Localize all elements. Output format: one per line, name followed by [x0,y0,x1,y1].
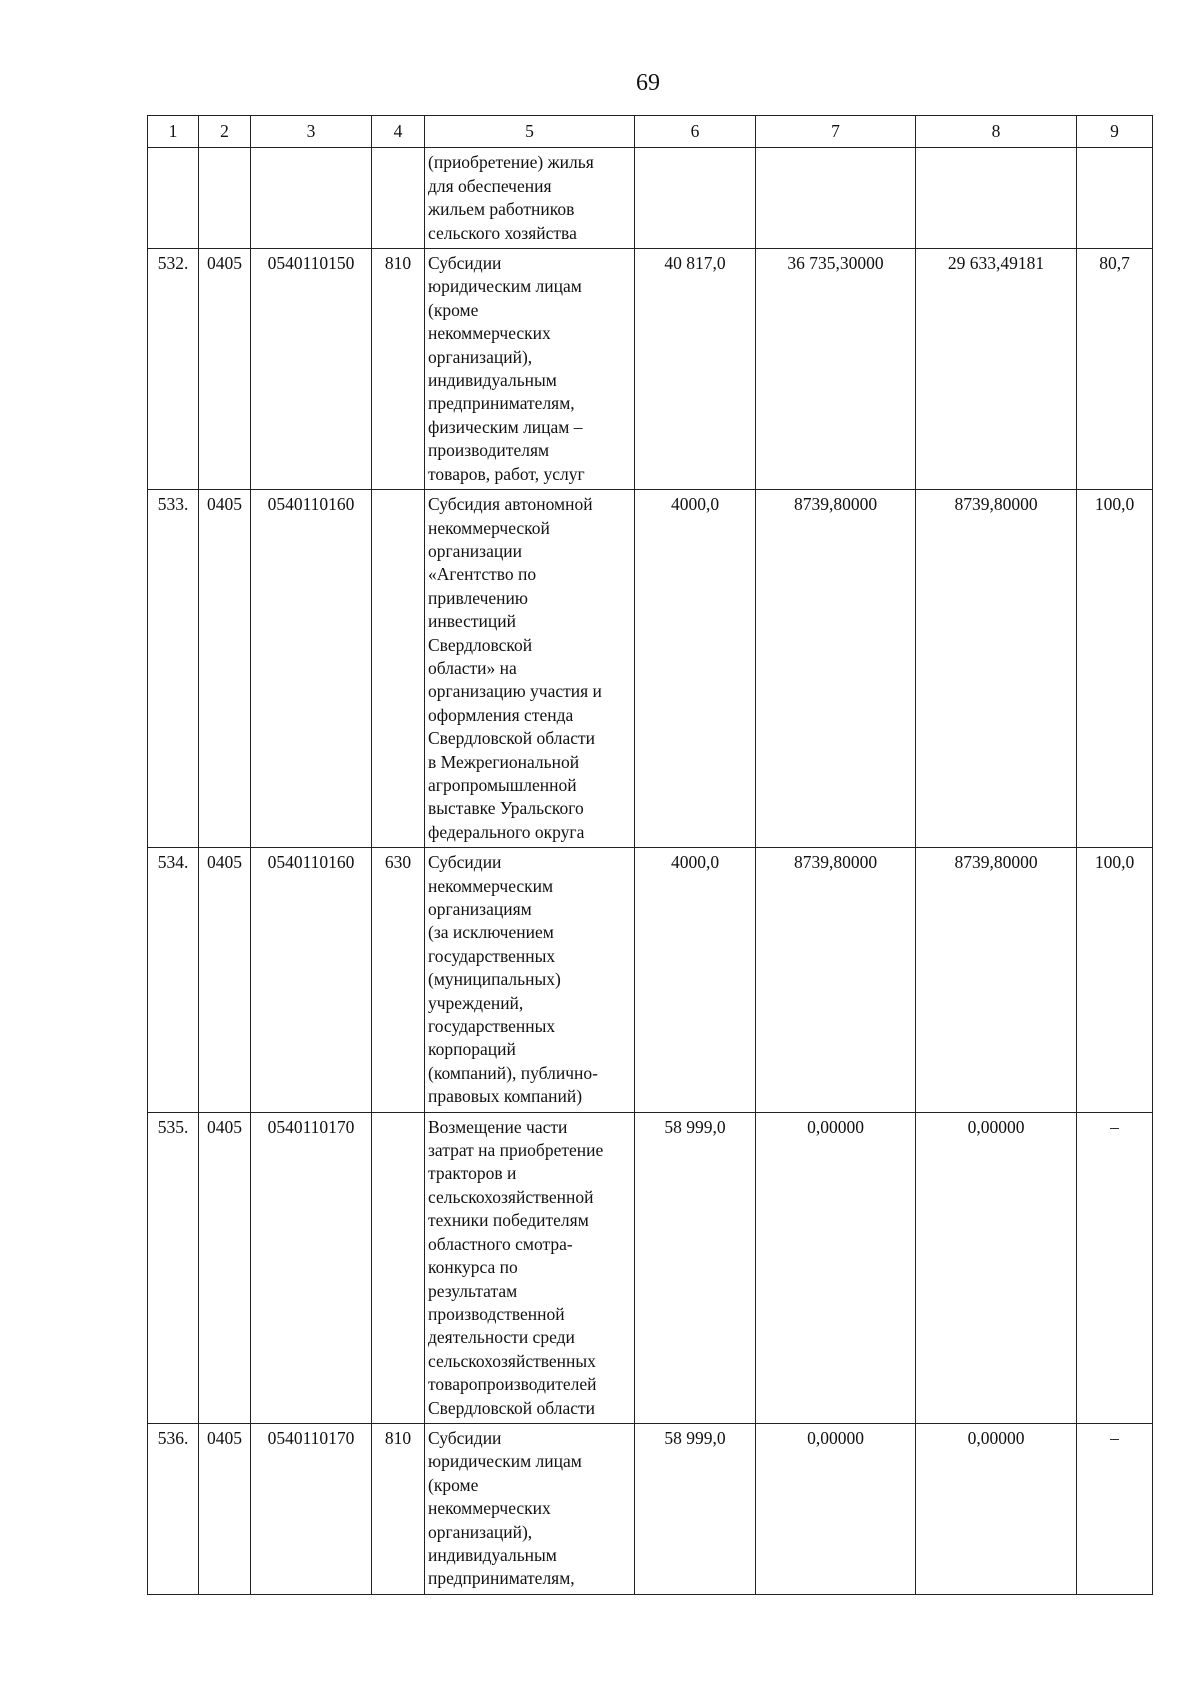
item-name-line: Свердловской области [428,1397,596,1418]
item-name-line: некоммерческим [428,875,554,896]
item-name-line: инвестиций [428,611,516,632]
section-code-cell: 0405 [199,848,251,1112]
item-name-line: организаций), [428,1521,533,1542]
item-name-line: (за исключением [428,922,554,943]
execution-percent-cell: 100,0 [1077,848,1153,1112]
planned-amount-cell: 40 817,0 [635,249,756,490]
updated-amount-cell: 0,00000 [756,1112,916,1423]
item-name-cell [425,848,635,1112]
table-row [148,848,1153,1112]
item-name-line: затрат на приобретение [428,1140,604,1161]
item-name-line: (компаний), публично- [428,1062,598,1083]
column-header: 3 [251,116,372,148]
table-body [148,148,1153,1594]
item-name-line: привлечению [428,587,528,608]
execution-percent-cell: – [1077,1112,1153,1423]
target-code-cell: 0540110170 [251,1112,372,1423]
updated-amount-cell: 8739,80000 [756,848,916,1112]
item-name-line: организацию участия и [428,681,602,702]
item-name-line: в Межрегиональной [428,751,580,772]
executed-amount-cell [916,148,1077,249]
execution-percent-cell: 80,7 [1077,249,1153,490]
execution-percent-cell [1077,148,1153,249]
target-code-cell: 0540110170 [251,1423,372,1594]
column-header: 6 [635,116,756,148]
item-name-line: Субсидии [428,253,502,274]
expense-type-cell: 810 [372,249,425,490]
item-name-line: Свердловской [428,634,533,655]
item-name-line: индивидуальным [428,1544,557,1565]
item-name-line: производственной [428,1303,565,1324]
planned-amount-cell: 4000,0 [635,490,756,848]
item-name-line: конкурса по [428,1257,518,1278]
row-number-cell: 532. [148,249,199,490]
item-name-line: результатам [428,1280,518,1301]
item-name-line: некоммерческой [428,517,550,538]
item-name-line: сельскохозяйственных [428,1350,596,1371]
planned-amount-cell: 58 999,0 [635,1423,756,1594]
table-row [148,1112,1153,1423]
section-code-cell: 0405 [199,1423,251,1594]
row-number-cell: 535. [148,1112,199,1423]
execution-percent-cell: – [1077,1423,1153,1594]
planned-amount-cell: 4000,0 [635,848,756,1112]
column-header: 4 [372,116,425,148]
item-name-line: учреждений, [428,992,524,1013]
item-name-line: техники победителям [428,1210,589,1231]
item-name-cell [425,249,635,490]
item-name-line: товаропроизводителей [428,1374,597,1395]
item-name-cell [425,1423,635,1594]
target-code-cell: 0540110160 [251,490,372,848]
planned-amount-cell: 58 999,0 [635,1112,756,1423]
executed-amount-cell: 8739,80000 [916,848,1077,1112]
item-name-line: для обеспечения [428,175,552,196]
executed-amount-cell: 29 633,49181 [916,249,1077,490]
item-name-line: (приобретение) жилья [428,152,594,173]
item-name-cell [425,1112,635,1423]
target-code-cell: 0540110160 [251,848,372,1112]
item-name-line: правовых компаний) [428,1086,583,1107]
section-code-cell: 0405 [199,1112,251,1423]
item-name-line: (кроме [428,299,479,320]
item-name-line: организации [428,540,522,561]
item-name-line: физическим лицам – [428,416,583,437]
execution-percent-cell: 100,0 [1077,490,1153,848]
item-name-line: государственных [428,945,556,966]
item-name-line: деятельности среди [428,1327,575,1348]
expense-type-cell: 630 [372,848,425,1112]
item-name-line: производителям [428,440,550,461]
table-header-row [148,116,1153,148]
item-name-line: предпринимателям, [428,393,575,414]
budget-table [147,115,1153,1595]
item-name-line: юридическим лицам [428,1451,582,1472]
expense-type-cell [372,490,425,848]
table-row [148,1423,1153,1594]
updated-amount-cell [756,148,916,249]
row-number-cell [148,148,199,249]
updated-amount-cell: 0,00000 [756,1423,916,1594]
item-name-line: некоммерческих [428,1498,551,1519]
executed-amount-cell: 0,00000 [916,1423,1077,1594]
item-name-line: организаций), [428,346,533,367]
table-row [148,249,1153,490]
expense-type-cell [372,148,425,249]
item-name-line: Возмещение части [428,1116,568,1137]
item-name-line: Субсидии [428,852,502,873]
section-code-cell: 0405 [199,249,251,490]
column-header: 7 [756,116,916,148]
item-name-line: корпораций [428,1039,516,1060]
item-name-line: агропромышленной [428,774,577,795]
section-code-cell: 0405 [199,490,251,848]
table-row [148,148,1153,249]
row-number-cell: 533. [148,490,199,848]
page-number: 69 [636,70,660,96]
row-number-cell: 536. [148,1423,199,1594]
column-header: 1 [148,116,199,148]
expense-type-cell: 810 [372,1423,425,1594]
section-code-cell [199,148,251,249]
item-name-line: Субсидия автономной [428,494,593,515]
item-name-line: индивидуальным [428,370,557,391]
item-name-line: выставке Уральского [428,798,584,819]
column-header: 8 [916,116,1077,148]
item-name-line: государственных [428,1016,556,1037]
item-name-line: оформления стенда [428,704,574,725]
item-name-line: области» на [428,657,517,678]
item-name-line: (муниципальных) [428,969,561,990]
target-code-cell [251,148,372,249]
item-name-line: предпринимателям, [428,1568,575,1589]
planned-amount-cell [635,148,756,249]
row-number-cell: 534. [148,848,199,1112]
table-row [148,490,1153,848]
item-name-cell [425,490,635,848]
item-name-line: областного смотра- [428,1233,573,1254]
executed-amount-cell: 8739,80000 [916,490,1077,848]
updated-amount-cell: 8739,80000 [756,490,916,848]
column-header: 9 [1077,116,1153,148]
item-name-line: «Агентство по [428,564,537,585]
item-name-line: юридическим лицам [428,276,582,297]
column-header: 5 [425,116,635,148]
item-name-line: сельского хозяйства [428,222,577,243]
item-name-line: федерального округа [428,821,585,842]
item-name-cell [425,148,635,249]
item-name-line: некоммерческих [428,323,551,344]
item-name-line: сельскохозяйственной [428,1186,594,1207]
item-name-line: жильем работников [428,199,575,220]
expense-type-cell [372,1112,425,1423]
item-name-line: товаров, работ, услуг [428,463,585,484]
updated-amount-cell: 36 735,30000 [756,249,916,490]
item-name-line: тракторов и [428,1163,517,1184]
item-name-line: организациям [428,899,532,919]
column-header: 2 [199,116,251,148]
item-name-line: Свердловской области [428,728,596,749]
item-name-line: Субсидии [428,1427,502,1448]
executed-amount-cell: 0,00000 [916,1112,1077,1423]
target-code-cell: 0540110150 [251,249,372,490]
item-name-line: (кроме [428,1474,479,1495]
